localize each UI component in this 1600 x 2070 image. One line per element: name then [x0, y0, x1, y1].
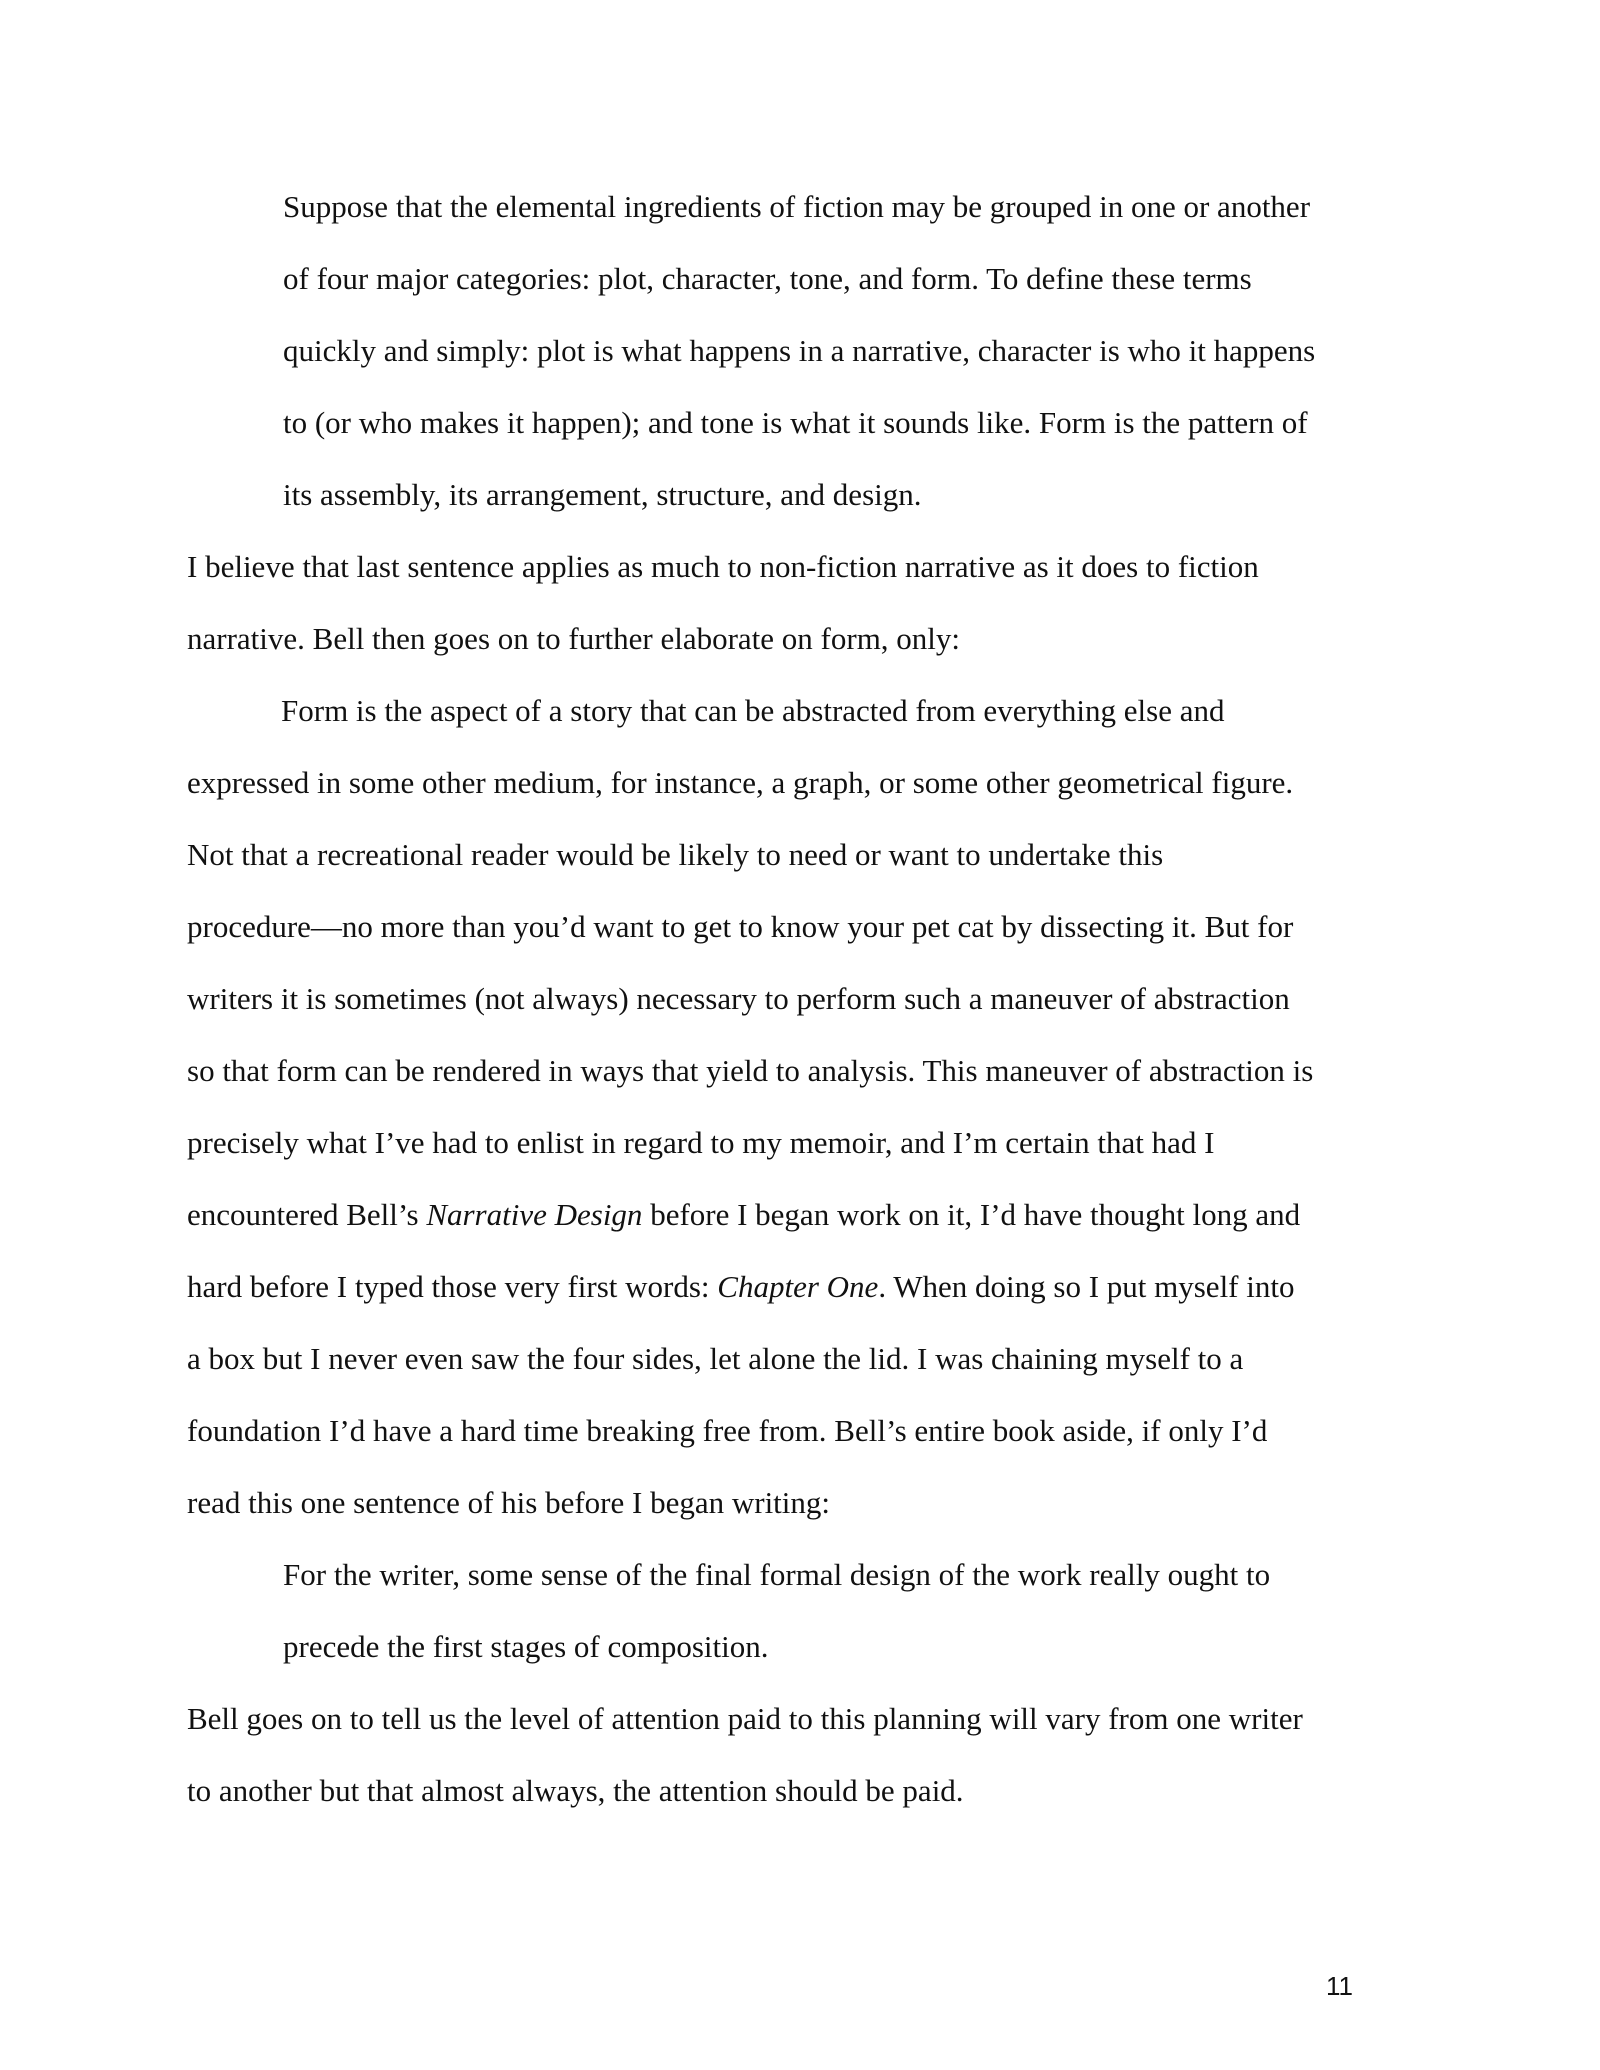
text-run: encountered Bell’s: [187, 1197, 427, 1232]
body-line: Bell goes on to tell us the level of attention paid to this planning will vary from one writer: [187, 1701, 1303, 1736]
body-line: I believe that last sentence applies as much to non-fiction narrative as it does to fiction: [187, 549, 1259, 584]
body-line: so that form can be rendered in ways that yield to analysis. This maneuver of abstraction is: [187, 1053, 1314, 1088]
body-line: procedure—no more than you’d want to get to know your pet cat by dissecting it. But for: [187, 909, 1294, 944]
body-line: [187, 1267, 1294, 1307]
quote-line: to (or who makes it happen); and tone is what it sounds like. Form is the pattern of: [283, 405, 1308, 440]
body-line: foundation I’d have a hard time breaking free from. Bell’s entire book aside, if only I’d: [187, 1413, 1268, 1448]
quote-line: precede the first stages of composition.: [283, 1629, 769, 1664]
body-line: precisely what I’ve had to enlist in regard to my memoir, and I’m certain that had I: [187, 1125, 1215, 1160]
page-number: 11: [1326, 1971, 1353, 2001]
body-line: expressed in some other medium, for instance, a graph, or some other geometrical figure.: [187, 765, 1294, 800]
quote-line: Suppose that the elemental ingredients of fiction may be grouped in one or another: [283, 189, 1311, 224]
text-run: . When doing so I put myself into: [878, 1269, 1295, 1304]
body-line: Form is the aspect of a story that can be abstracted from everything else and: [281, 693, 1225, 728]
quote-line: its assembly, its arrangement, structure, and design.: [283, 477, 922, 512]
quote-line: of four major categories: plot, character, tone, and form. To define these terms: [283, 261, 1252, 296]
quote-line: For the writer, some sense of the final formal design of the work really ought to: [283, 1557, 1271, 1592]
body-line: writers it is sometimes (not always) necessary to perform such a maneuver of abstraction: [187, 981, 1290, 1016]
body-line: [187, 1195, 1300, 1235]
text-run: hard before I typed those very first words:: [187, 1269, 718, 1304]
book-title-italic: Narrative Design: [426, 1197, 643, 1232]
quote-line: quickly and simply: plot is what happens in a narrative, character is who it happens: [283, 333, 1316, 368]
body-line: a box but I never even saw the four sides, let alone the lid. I was chaining myself to a: [187, 1341, 1244, 1376]
body-line: read this one sentence of his before I began writing:: [187, 1485, 831, 1520]
body-line: to another but that almost always, the attention should be paid.: [187, 1773, 964, 1808]
text-run: before I began work on it, I’d have thought long and: [642, 1197, 1301, 1232]
chapter-title-italic: Chapter One: [717, 1269, 879, 1304]
body-line: Not that a recreational reader would be likely to need or want to undertake this: [187, 837, 1164, 872]
body-line: narrative. Bell then goes on to further elaborate on form, only:: [187, 621, 961, 656]
